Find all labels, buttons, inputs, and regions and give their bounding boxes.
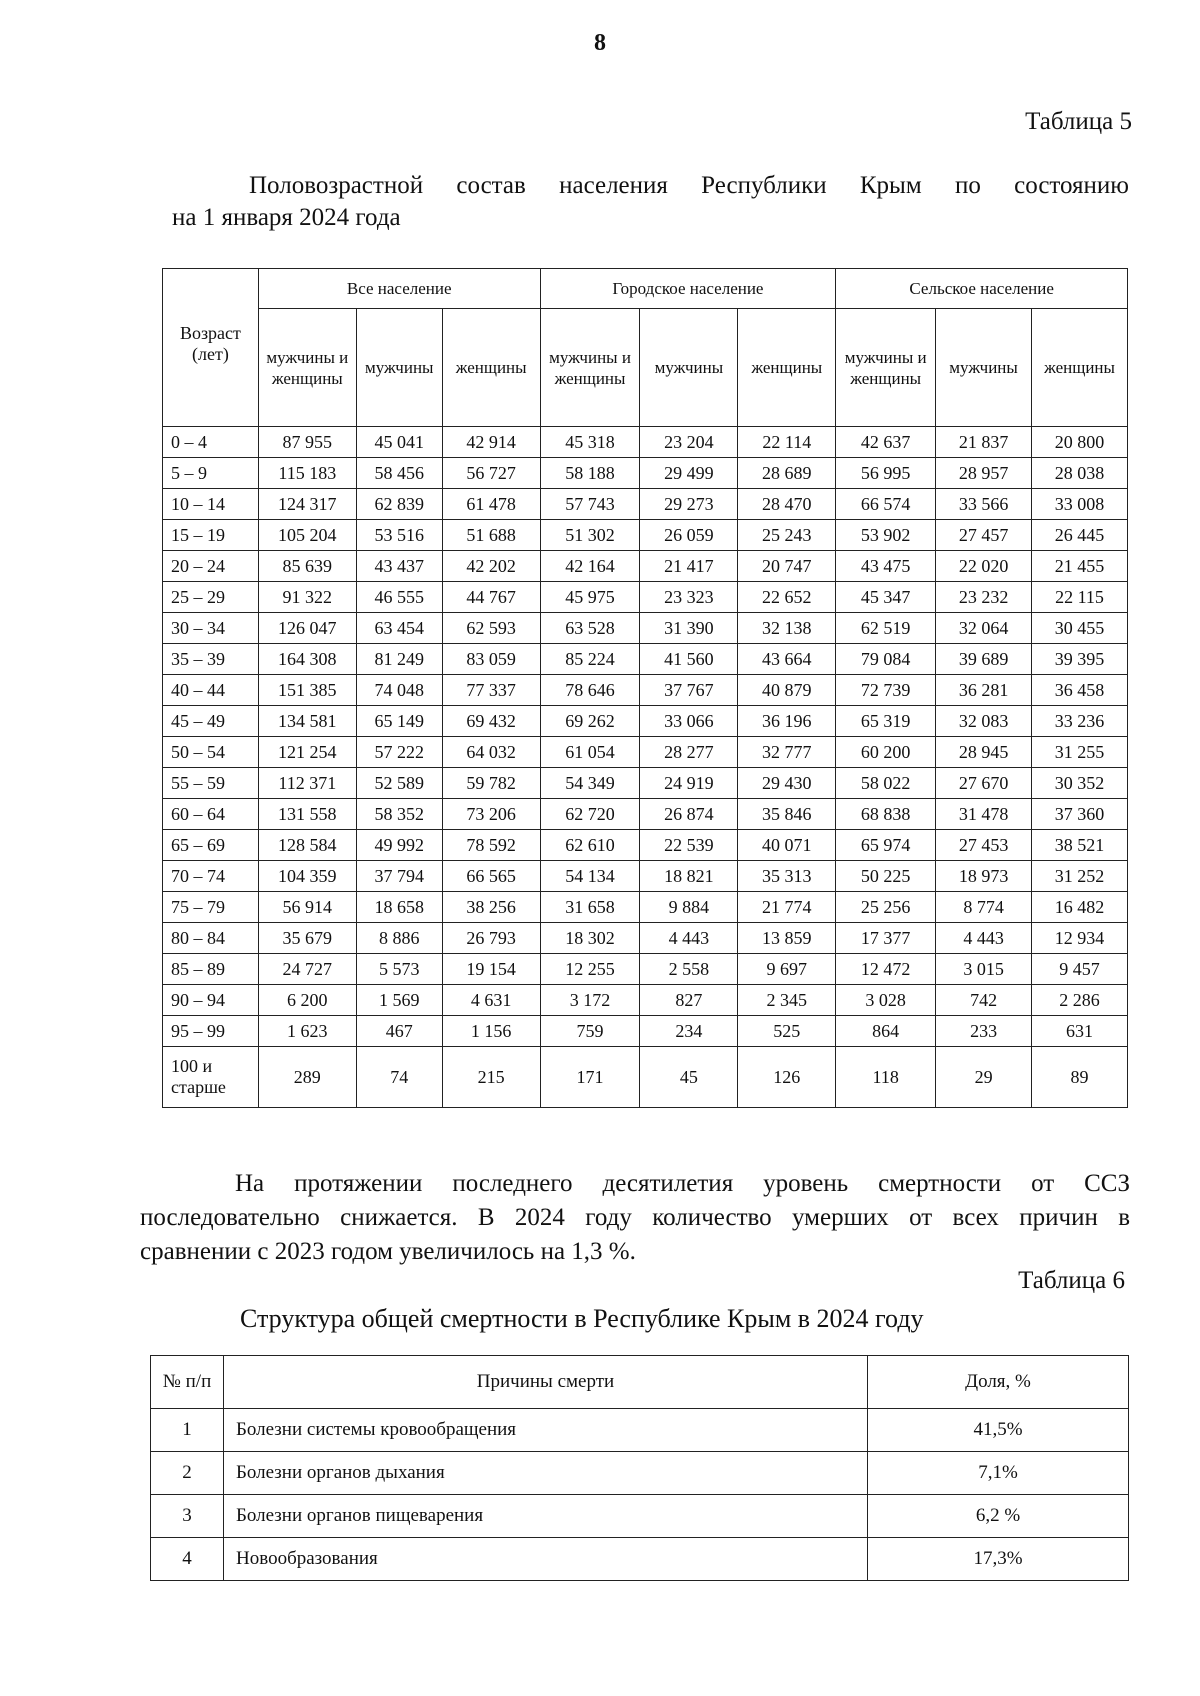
value-cell: 62 519: [836, 613, 936, 644]
table-row: [163, 1047, 1128, 1108]
age-group-cell: 65 – 69: [163, 830, 259, 861]
value-cell: 62 593: [442, 613, 540, 644]
value-cell: 83 059: [442, 644, 540, 675]
age-group-cell: 55 – 59: [163, 768, 259, 799]
value-cell: 28 957: [936, 458, 1032, 489]
table-row: [163, 582, 1128, 613]
sub-header: мужчины: [936, 309, 1032, 427]
value-cell: 32 777: [738, 737, 836, 768]
value-cell: 54 349: [540, 768, 640, 799]
value-cell: 2 286: [1032, 985, 1128, 1016]
value-cell: 38 256: [442, 892, 540, 923]
population-table-body: [163, 427, 1128, 1108]
sub-header: мужчины: [640, 309, 738, 427]
table6-title: Структура общей смертности в Республике Крым в 2024 году: [240, 1304, 924, 1333]
value-cell: 31 478: [936, 799, 1032, 830]
value-cell: 63 528: [540, 613, 640, 644]
value-cell: 6 200: [258, 985, 356, 1016]
value-cell: 43 437: [356, 551, 442, 582]
value-cell: 37 794: [356, 861, 442, 892]
age-group-cell: 35 – 39: [163, 644, 259, 675]
value-cell: 37 360: [1032, 799, 1128, 830]
value-cell: 51 302: [540, 520, 640, 551]
value-cell: 54 134: [540, 861, 640, 892]
value-cell: 21 417: [640, 551, 738, 582]
value-cell: 46 555: [356, 582, 442, 613]
value-cell: 43 664: [738, 644, 836, 675]
value-cell: 4 631: [442, 985, 540, 1016]
sub-header: женщины: [738, 309, 836, 427]
row-number-cell: 3: [151, 1495, 224, 1538]
value-cell: 12 934: [1032, 923, 1128, 954]
value-cell: 3 028: [836, 985, 936, 1016]
row-number-cell: 4: [151, 1538, 224, 1581]
value-cell: 36 281: [936, 675, 1032, 706]
value-cell: 16 482: [1032, 892, 1128, 923]
value-cell: 42 914: [442, 427, 540, 458]
value-cell: 31 390: [640, 613, 738, 644]
value-cell: 23 204: [640, 427, 738, 458]
value-cell: 58 188: [540, 458, 640, 489]
row-number-cell: 2: [151, 1452, 224, 1495]
paragraph-line: На протяжении последнего десятилетия уровень смертности от ССЗ: [235, 1170, 1130, 1197]
value-cell: 66 565: [442, 861, 540, 892]
value-cell: 22 114: [738, 427, 836, 458]
table-row: [163, 427, 1128, 458]
table-row: [163, 675, 1128, 706]
value-cell: 18 658: [356, 892, 442, 923]
value-cell: 19 154: [442, 954, 540, 985]
table-row: [163, 892, 1128, 923]
value-cell: 29 499: [640, 458, 738, 489]
value-cell: 30 455: [1032, 613, 1128, 644]
value-cell: 24 919: [640, 768, 738, 799]
paragraph-line: сравнении с 2023 годом увеличилось на 1,3 %.: [140, 1238, 636, 1265]
value-cell: 21 774: [738, 892, 836, 923]
value-cell: 525: [738, 1016, 836, 1047]
table-row: [151, 1495, 1129, 1538]
value-cell: 35 846: [738, 799, 836, 830]
paragraph-line: последовательно снижается. В 2024 году количество умерших от всех причин в: [140, 1204, 1130, 1231]
value-cell: 58 456: [356, 458, 442, 489]
value-cell: 23 323: [640, 582, 738, 613]
table-row: [163, 830, 1128, 861]
value-cell: 18 821: [640, 861, 738, 892]
share-cell: 17,3%: [868, 1538, 1129, 1581]
value-cell: 171: [540, 1047, 640, 1108]
group-header-urban: Городское население: [540, 269, 836, 309]
value-cell: 62 720: [540, 799, 640, 830]
sub-header: женщины: [442, 309, 540, 427]
cause-cell: Болезни органов дыхания: [224, 1452, 868, 1495]
value-cell: 36 458: [1032, 675, 1128, 706]
value-cell: 1 569: [356, 985, 442, 1016]
value-cell: 28 689: [738, 458, 836, 489]
table-row: [163, 1016, 1128, 1047]
value-cell: 126: [738, 1047, 836, 1108]
value-cell: 864: [836, 1016, 936, 1047]
value-cell: 25 256: [836, 892, 936, 923]
value-cell: 65 149: [356, 706, 442, 737]
value-cell: 4 443: [640, 923, 738, 954]
value-cell: 29 273: [640, 489, 738, 520]
value-cell: 5 573: [356, 954, 442, 985]
value-cell: 40 879: [738, 675, 836, 706]
age-group-cell: 30 – 34: [163, 613, 259, 644]
value-cell: 22 020: [936, 551, 1032, 582]
table-row: [163, 644, 1128, 675]
table6-label: Таблица 6: [1018, 1267, 1125, 1294]
value-cell: 9 884: [640, 892, 738, 923]
value-cell: 56 995: [836, 458, 936, 489]
value-cell: 21 837: [936, 427, 1032, 458]
value-cell: 45 975: [540, 582, 640, 613]
sub-header: женщины: [1032, 309, 1128, 427]
age-group-cell: 20 – 24: [163, 551, 259, 582]
value-cell: 74: [356, 1047, 442, 1108]
value-cell: 29: [936, 1047, 1032, 1108]
mortality-structure-table: [150, 1355, 1129, 1581]
value-cell: 22 115: [1032, 582, 1128, 613]
value-cell: 52 589: [356, 768, 442, 799]
table-row: [163, 706, 1128, 737]
value-cell: 56 914: [258, 892, 356, 923]
value-cell: 24 727: [258, 954, 356, 985]
table-row: [163, 613, 1128, 644]
value-cell: 118: [836, 1047, 936, 1108]
value-cell: 59 782: [442, 768, 540, 799]
value-cell: 57 222: [356, 737, 442, 768]
sub-header: мужчины и женщины: [258, 309, 356, 427]
age-group-cell: 40 – 44: [163, 675, 259, 706]
table5-title-line1: Половозрастной состав населения Республики Крым по состоянию: [249, 172, 1129, 199]
value-cell: 26 445: [1032, 520, 1128, 551]
value-cell: 115 183: [258, 458, 356, 489]
value-cell: 53 902: [836, 520, 936, 551]
value-cell: 467: [356, 1016, 442, 1047]
age-group-cell: 100 и старше: [163, 1047, 259, 1108]
value-cell: 73 206: [442, 799, 540, 830]
value-cell: 20 800: [1032, 427, 1128, 458]
value-cell: 29 430: [738, 768, 836, 799]
value-cell: 72 739: [836, 675, 936, 706]
value-cell: 39 395: [1032, 644, 1128, 675]
table-row: [151, 1538, 1129, 1581]
value-cell: 134 581: [258, 706, 356, 737]
value-cell: 44 767: [442, 582, 540, 613]
value-cell: 38 521: [1032, 830, 1128, 861]
value-cell: 104 359: [258, 861, 356, 892]
value-cell: 105 204: [258, 520, 356, 551]
value-cell: 68 838: [836, 799, 936, 830]
value-cell: 65 319: [836, 706, 936, 737]
share-cell: 41,5%: [868, 1409, 1129, 1452]
value-cell: 234: [640, 1016, 738, 1047]
value-cell: 3 015: [936, 954, 1032, 985]
value-cell: 12 255: [540, 954, 640, 985]
table-row: [163, 923, 1128, 954]
age-group-cell: 90 – 94: [163, 985, 259, 1016]
value-cell: 27 670: [936, 768, 1032, 799]
group-header-rural: Сельское население: [836, 269, 1128, 309]
age-group-cell: 0 – 4: [163, 427, 259, 458]
value-cell: 8 886: [356, 923, 442, 954]
value-cell: 4 443: [936, 923, 1032, 954]
value-cell: 18 302: [540, 923, 640, 954]
value-cell: 151 385: [258, 675, 356, 706]
value-cell: 58 022: [836, 768, 936, 799]
age-group-cell: 5 – 9: [163, 458, 259, 489]
value-cell: 35 313: [738, 861, 836, 892]
group-header-all: Все население: [258, 269, 540, 309]
age-group-cell: 15 – 19: [163, 520, 259, 551]
value-cell: 33 008: [1032, 489, 1128, 520]
age-group-cell: 95 – 99: [163, 1016, 259, 1047]
value-cell: 1 623: [258, 1016, 356, 1047]
value-cell: 89: [1032, 1047, 1128, 1108]
value-cell: 87 955: [258, 427, 356, 458]
value-cell: 64 032: [442, 737, 540, 768]
sub-header: мужчины: [356, 309, 442, 427]
value-cell: 45 318: [540, 427, 640, 458]
value-cell: 31 255: [1032, 737, 1128, 768]
value-cell: 33 236: [1032, 706, 1128, 737]
value-cell: 26 059: [640, 520, 738, 551]
value-cell: 17 377: [836, 923, 936, 954]
table5-label: Таблица 5: [1025, 108, 1132, 135]
value-cell: 28 470: [738, 489, 836, 520]
value-cell: 60 200: [836, 737, 936, 768]
value-cell: 42 637: [836, 427, 936, 458]
value-cell: 40 071: [738, 830, 836, 861]
age-group-cell: 60 – 64: [163, 799, 259, 830]
cause-cell: Новообразования: [224, 1538, 868, 1581]
value-cell: 58 352: [356, 799, 442, 830]
age-group-cell: 70 – 74: [163, 861, 259, 892]
table-row: [163, 737, 1128, 768]
page-number: 8: [594, 30, 606, 56]
value-cell: 74 048: [356, 675, 442, 706]
value-cell: 65 974: [836, 830, 936, 861]
table-row: [151, 1452, 1129, 1495]
value-cell: 49 992: [356, 830, 442, 861]
table-row: [151, 1409, 1129, 1452]
value-cell: 61 478: [442, 489, 540, 520]
table-row: [163, 861, 1128, 892]
value-cell: 124 317: [258, 489, 356, 520]
value-cell: 21 455: [1032, 551, 1128, 582]
value-cell: 81 249: [356, 644, 442, 675]
value-cell: 289: [258, 1047, 356, 1108]
value-cell: 112 371: [258, 768, 356, 799]
value-cell: 27 453: [936, 830, 1032, 861]
value-cell: 33 566: [936, 489, 1032, 520]
value-cell: 22 539: [640, 830, 738, 861]
value-cell: 131 558: [258, 799, 356, 830]
value-cell: 45 041: [356, 427, 442, 458]
row-number-cell: 1: [151, 1409, 224, 1452]
value-cell: 31 658: [540, 892, 640, 923]
value-cell: 78 592: [442, 830, 540, 861]
value-cell: 631: [1032, 1016, 1128, 1047]
value-cell: 61 054: [540, 737, 640, 768]
body-paragraph: [140, 1167, 1130, 1269]
value-cell: 66 574: [836, 489, 936, 520]
header-number: № п/п: [151, 1356, 224, 1409]
value-cell: 32 138: [738, 613, 836, 644]
cause-cell: Болезни системы кровообращения: [224, 1409, 868, 1452]
value-cell: 33 066: [640, 706, 738, 737]
value-cell: 69 262: [540, 706, 640, 737]
share-cell: 7,1%: [868, 1452, 1129, 1495]
value-cell: 28 277: [640, 737, 738, 768]
table-row: [163, 799, 1128, 830]
value-cell: 759: [540, 1016, 640, 1047]
value-cell: 53 516: [356, 520, 442, 551]
table-row: [163, 551, 1128, 582]
value-cell: 36 196: [738, 706, 836, 737]
table5-title-line2: на 1 января 2024 года: [172, 204, 401, 231]
value-cell: 22 652: [738, 582, 836, 613]
value-cell: 85 224: [540, 644, 640, 675]
value-cell: 13 859: [738, 923, 836, 954]
value-cell: 9 697: [738, 954, 836, 985]
value-cell: 62 839: [356, 489, 442, 520]
value-cell: 35 679: [258, 923, 356, 954]
header-cause: Причины смерти: [224, 1356, 868, 1409]
value-cell: 164 308: [258, 644, 356, 675]
value-cell: 62 610: [540, 830, 640, 861]
age-group-cell: 75 – 79: [163, 892, 259, 923]
value-cell: 12 472: [836, 954, 936, 985]
value-cell: 42 202: [442, 551, 540, 582]
value-cell: 8 774: [936, 892, 1032, 923]
value-cell: 37 767: [640, 675, 738, 706]
value-cell: 43 475: [836, 551, 936, 582]
age-group-cell: 85 – 89: [163, 954, 259, 985]
value-cell: 23 232: [936, 582, 1032, 613]
value-cell: 26 793: [442, 923, 540, 954]
age-group-cell: 25 – 29: [163, 582, 259, 613]
value-cell: 128 584: [258, 830, 356, 861]
age-group-cell: 45 – 49: [163, 706, 259, 737]
value-cell: 32 083: [936, 706, 1032, 737]
value-cell: 57 743: [540, 489, 640, 520]
age-group-cell: 80 – 84: [163, 923, 259, 954]
value-cell: 31 252: [1032, 861, 1128, 892]
table-row: [163, 520, 1128, 551]
value-cell: 85 639: [258, 551, 356, 582]
value-cell: 30 352: [1032, 768, 1128, 799]
age-group-cell: 10 – 14: [163, 489, 259, 520]
value-cell: 42 164: [540, 551, 640, 582]
value-cell: 126 047: [258, 613, 356, 644]
age-header: Возраст (лет): [163, 269, 259, 427]
value-cell: 69 432: [442, 706, 540, 737]
value-cell: 827: [640, 985, 738, 1016]
value-cell: 51 688: [442, 520, 540, 551]
value-cell: 91 322: [258, 582, 356, 613]
value-cell: 215: [442, 1047, 540, 1108]
sub-header: мужчины и женщины: [540, 309, 640, 427]
value-cell: 233: [936, 1016, 1032, 1047]
age-group-cell: 50 – 54: [163, 737, 259, 768]
value-cell: 2 558: [640, 954, 738, 985]
value-cell: 77 337: [442, 675, 540, 706]
value-cell: 79 084: [836, 644, 936, 675]
share-cell: 6,2 %: [868, 1495, 1129, 1538]
value-cell: 56 727: [442, 458, 540, 489]
value-cell: 1 156: [442, 1016, 540, 1047]
mortality-table-body: [151, 1409, 1129, 1581]
value-cell: 63 454: [356, 613, 442, 644]
value-cell: 2 345: [738, 985, 836, 1016]
cause-cell: Болезни органов пищеварения: [224, 1495, 868, 1538]
value-cell: 32 064: [936, 613, 1032, 644]
table-row: [163, 768, 1128, 799]
table-row: [163, 954, 1128, 985]
value-cell: 121 254: [258, 737, 356, 768]
value-cell: 78 646: [540, 675, 640, 706]
value-cell: 9 457: [1032, 954, 1128, 985]
value-cell: 18 973: [936, 861, 1032, 892]
value-cell: 50 225: [836, 861, 936, 892]
population-table: [162, 268, 1128, 1108]
value-cell: 20 747: [738, 551, 836, 582]
table-row: [163, 458, 1128, 489]
value-cell: 25 243: [738, 520, 836, 551]
header-share: Доля, %: [868, 1356, 1129, 1409]
table-row: [163, 985, 1128, 1016]
value-cell: 28 945: [936, 737, 1032, 768]
table-row: [163, 489, 1128, 520]
value-cell: 45 347: [836, 582, 936, 613]
value-cell: 3 172: [540, 985, 640, 1016]
value-cell: 39 689: [936, 644, 1032, 675]
value-cell: 26 874: [640, 799, 738, 830]
value-cell: 41 560: [640, 644, 738, 675]
value-cell: 27 457: [936, 520, 1032, 551]
value-cell: 45: [640, 1047, 738, 1108]
table5-title: [172, 170, 1129, 234]
sub-header: мужчины и женщины: [836, 309, 936, 427]
value-cell: 742: [936, 985, 1032, 1016]
value-cell: 28 038: [1032, 458, 1128, 489]
